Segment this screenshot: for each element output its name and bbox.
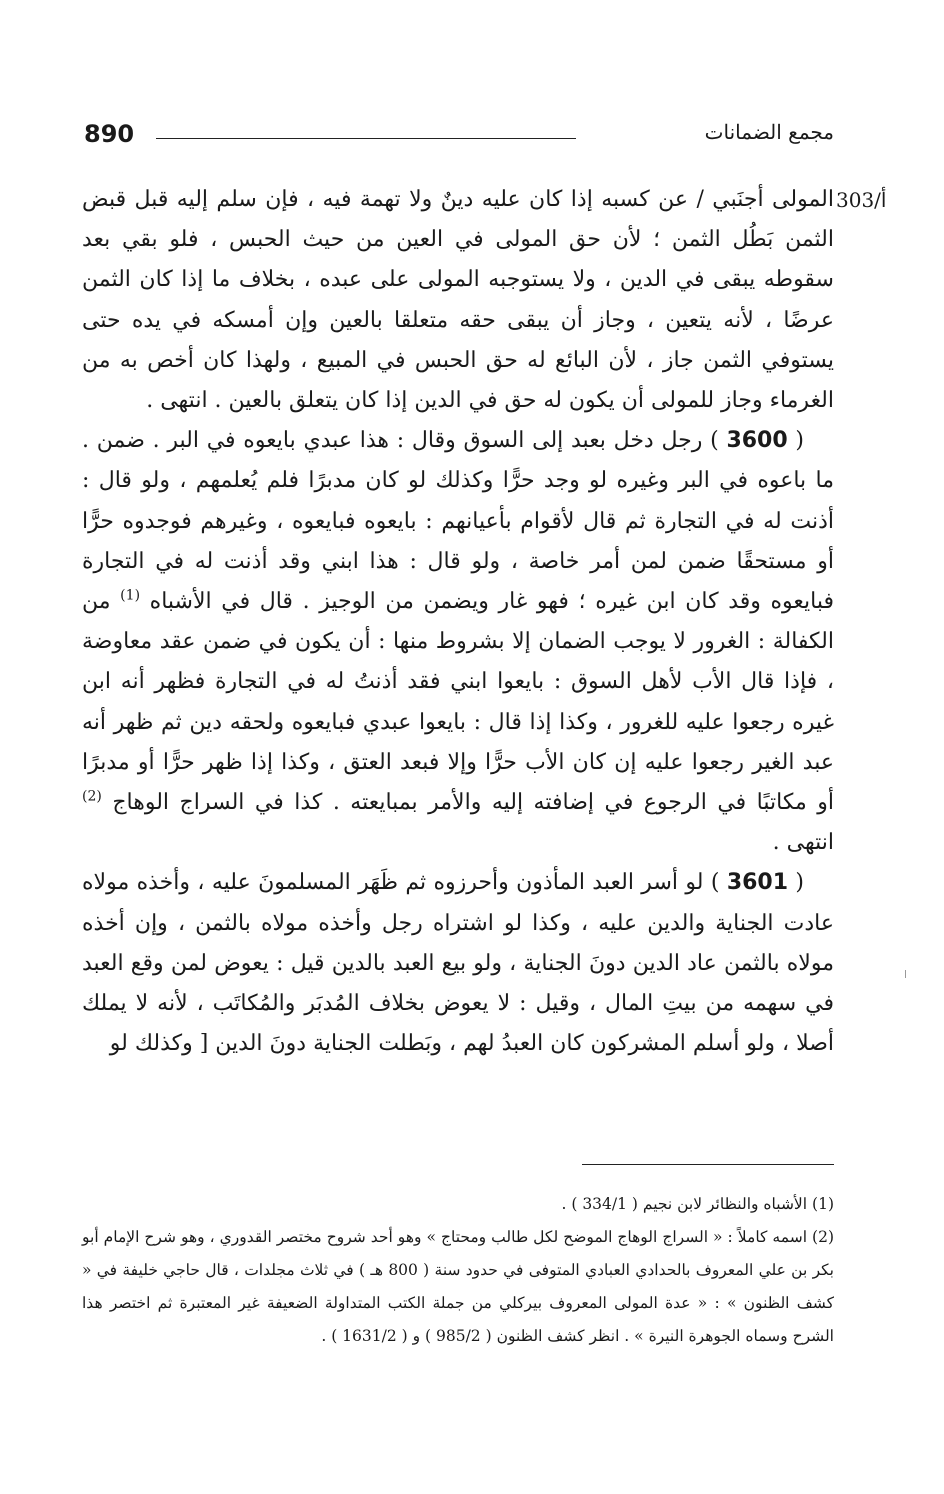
running-header <box>84 118 834 158</box>
running-title: مجمع الضمانات <box>704 120 834 144</box>
page-number: 890 <box>84 120 135 148</box>
issue-number: 3601 <box>726 870 789 896</box>
issue-bracket-open: ( <box>787 428 804 454</box>
footnote-rule <box>582 1164 834 1165</box>
manuscript-folio-mark: 303/أ <box>836 188 887 212</box>
paragraph <box>82 180 834 421</box>
paragraph-text: لو أسر العبد المأذون وأحرزوه ثم ظَهَر المسلمونَ عليه ، وأخذه مولاه عادت الجناية والدين عليه ، وكذا لو اشتراه رجل وأخذه مولاه بالثمن ، وإن أخذه مولاه بالثمن عاد الدين دونَ الجناية ، ولو بيع العبد بالدين قيل : يعوض لمن وقع العبد في سهمه من بيتِ المال ، وقيل : لا يعوض بخلاف المُدبَر والمُكاتَب ، لأنه لا يملك أصلا ، ولو أسلم المشركون كان العبدُ لهم ، وبَطلت الجناية دونَ الدين [ وكذلك لو <box>82 870 834 1057</box>
issue-bracket-open: ( <box>788 870 805 896</box>
paragraph-text: من الكفالة : الغرور لا يوجب الضمان إلا بشروط منها : أن يكون في ضمن عقد معاوضة ، فإذا قال الأب لأهل السوق : بايعوا ابني فقد أذنتُ له في التجارة فظهر أنه ابن غيره رجعوا عليه للغرور ، وكذا إذا قال : بايعوا عبدي فبايعوه ولحقه دين ثم ظهر أنه عبد الغير رجعوا عليه إن كان الأب حرًّا وإلا فبعد العتق ، وكذا إذا ظهر حرًّا أو مدبرًا أو مكاتبًا في الرجوع في إضافته إليه والأمر بمبايعته . كذا في السراج الوهاج <box>82 589 834 816</box>
paragraph-text: رجل دخل بعبد إلى السوق وقال : هذا عبدي بايعوه في البر . ضمن . ما باعوه في البر وغيره لو وجد حرًّا وكذلك لو كان مدبرًا فلم يُعلمهم ، ولو قال : أذنت له في التجارة ثم قال لأقوام بأعيانهم : بايعوه فبايعوه ، وغيرهم فوجدوه حرًّا أو مستحقًا ضمن لمن أمر خاصة ، ولو قال : هذا ابني وقد أذنت له في التجارة فبايعوه وقد كان ابن غيره ؛ فهو غار ويضمن من الوجيز . قال في الأشباه <box>82 428 835 615</box>
paragraph-text: انتهى . <box>772 830 834 856</box>
footnote-ref-1: (1) <box>120 587 141 604</box>
issue-number: 3600 <box>726 428 788 454</box>
issue-paragraph-3601 <box>82 863 834 1064</box>
main-text <box>82 180 834 1064</box>
footnote-ref-2: (2) <box>82 788 102 805</box>
issue-bracket-close: ) <box>703 870 727 896</box>
margin-tick <box>905 970 906 978</box>
header-rule <box>156 138 576 139</box>
issue-paragraph-3600 <box>82 421 834 863</box>
footnotes <box>82 1188 834 1353</box>
footnote-1: (1) الأشباه والنظائر لابن نجيم ( 334/1 ) . <box>561 1195 834 1213</box>
footnote-2: (2) اسمه كاملاً : « السراج الوهاج الموضح لكل طالب ومحتاج » وهو أحد شروح مختصر القدوري ، وهو شرح الإمام أبو بكر بن علي المعروف بالحدادي العبادي المتوفى في حدود سنة ( 800 هـ ) في ثلاث مجلدات ، قال حاجي خليفة في « كشف الظنون » : « عدة المولى المعروف بيركلي من جملة الكتب المتداولة الضعيفة غير المعتبرة ثم اختصر هذا الشرح وسماه الجوهرة النيرة » . انظر كشف الظنون ( 985/2 ) و ( 1631/2 ) . <box>82 1228 834 1345</box>
issue-bracket-close: ) <box>702 428 727 454</box>
paragraph-text: المولى أجنَبي / عن كسبه إذا كان عليه دينٌ ولا تهمة فيه ، فإن سلم إليه قبل قبض الثمن بَطُل الثمن ؛ لأن حق المولى في العين من حيث الحبس ، فلو بقي بعد سقوطه يبقى في الدين ، ولا يستوجبه المولى على عبده ، بخلاف ما إذا كان الثمن عرضًا ، لأنه يتعين ، وجاز أن يبقى حقه متعلقا بالعين وإن أمسكه في يده حتى يستوفي الثمن جاز ، لأن البائع له حق الحبس في المبيع ، ولهذا كان أخص به من الغرماء وجاز للمولى أن يكون له حق في الدين إذا كان يتعلق بالعين . انتهى . <box>82 187 834 414</box>
